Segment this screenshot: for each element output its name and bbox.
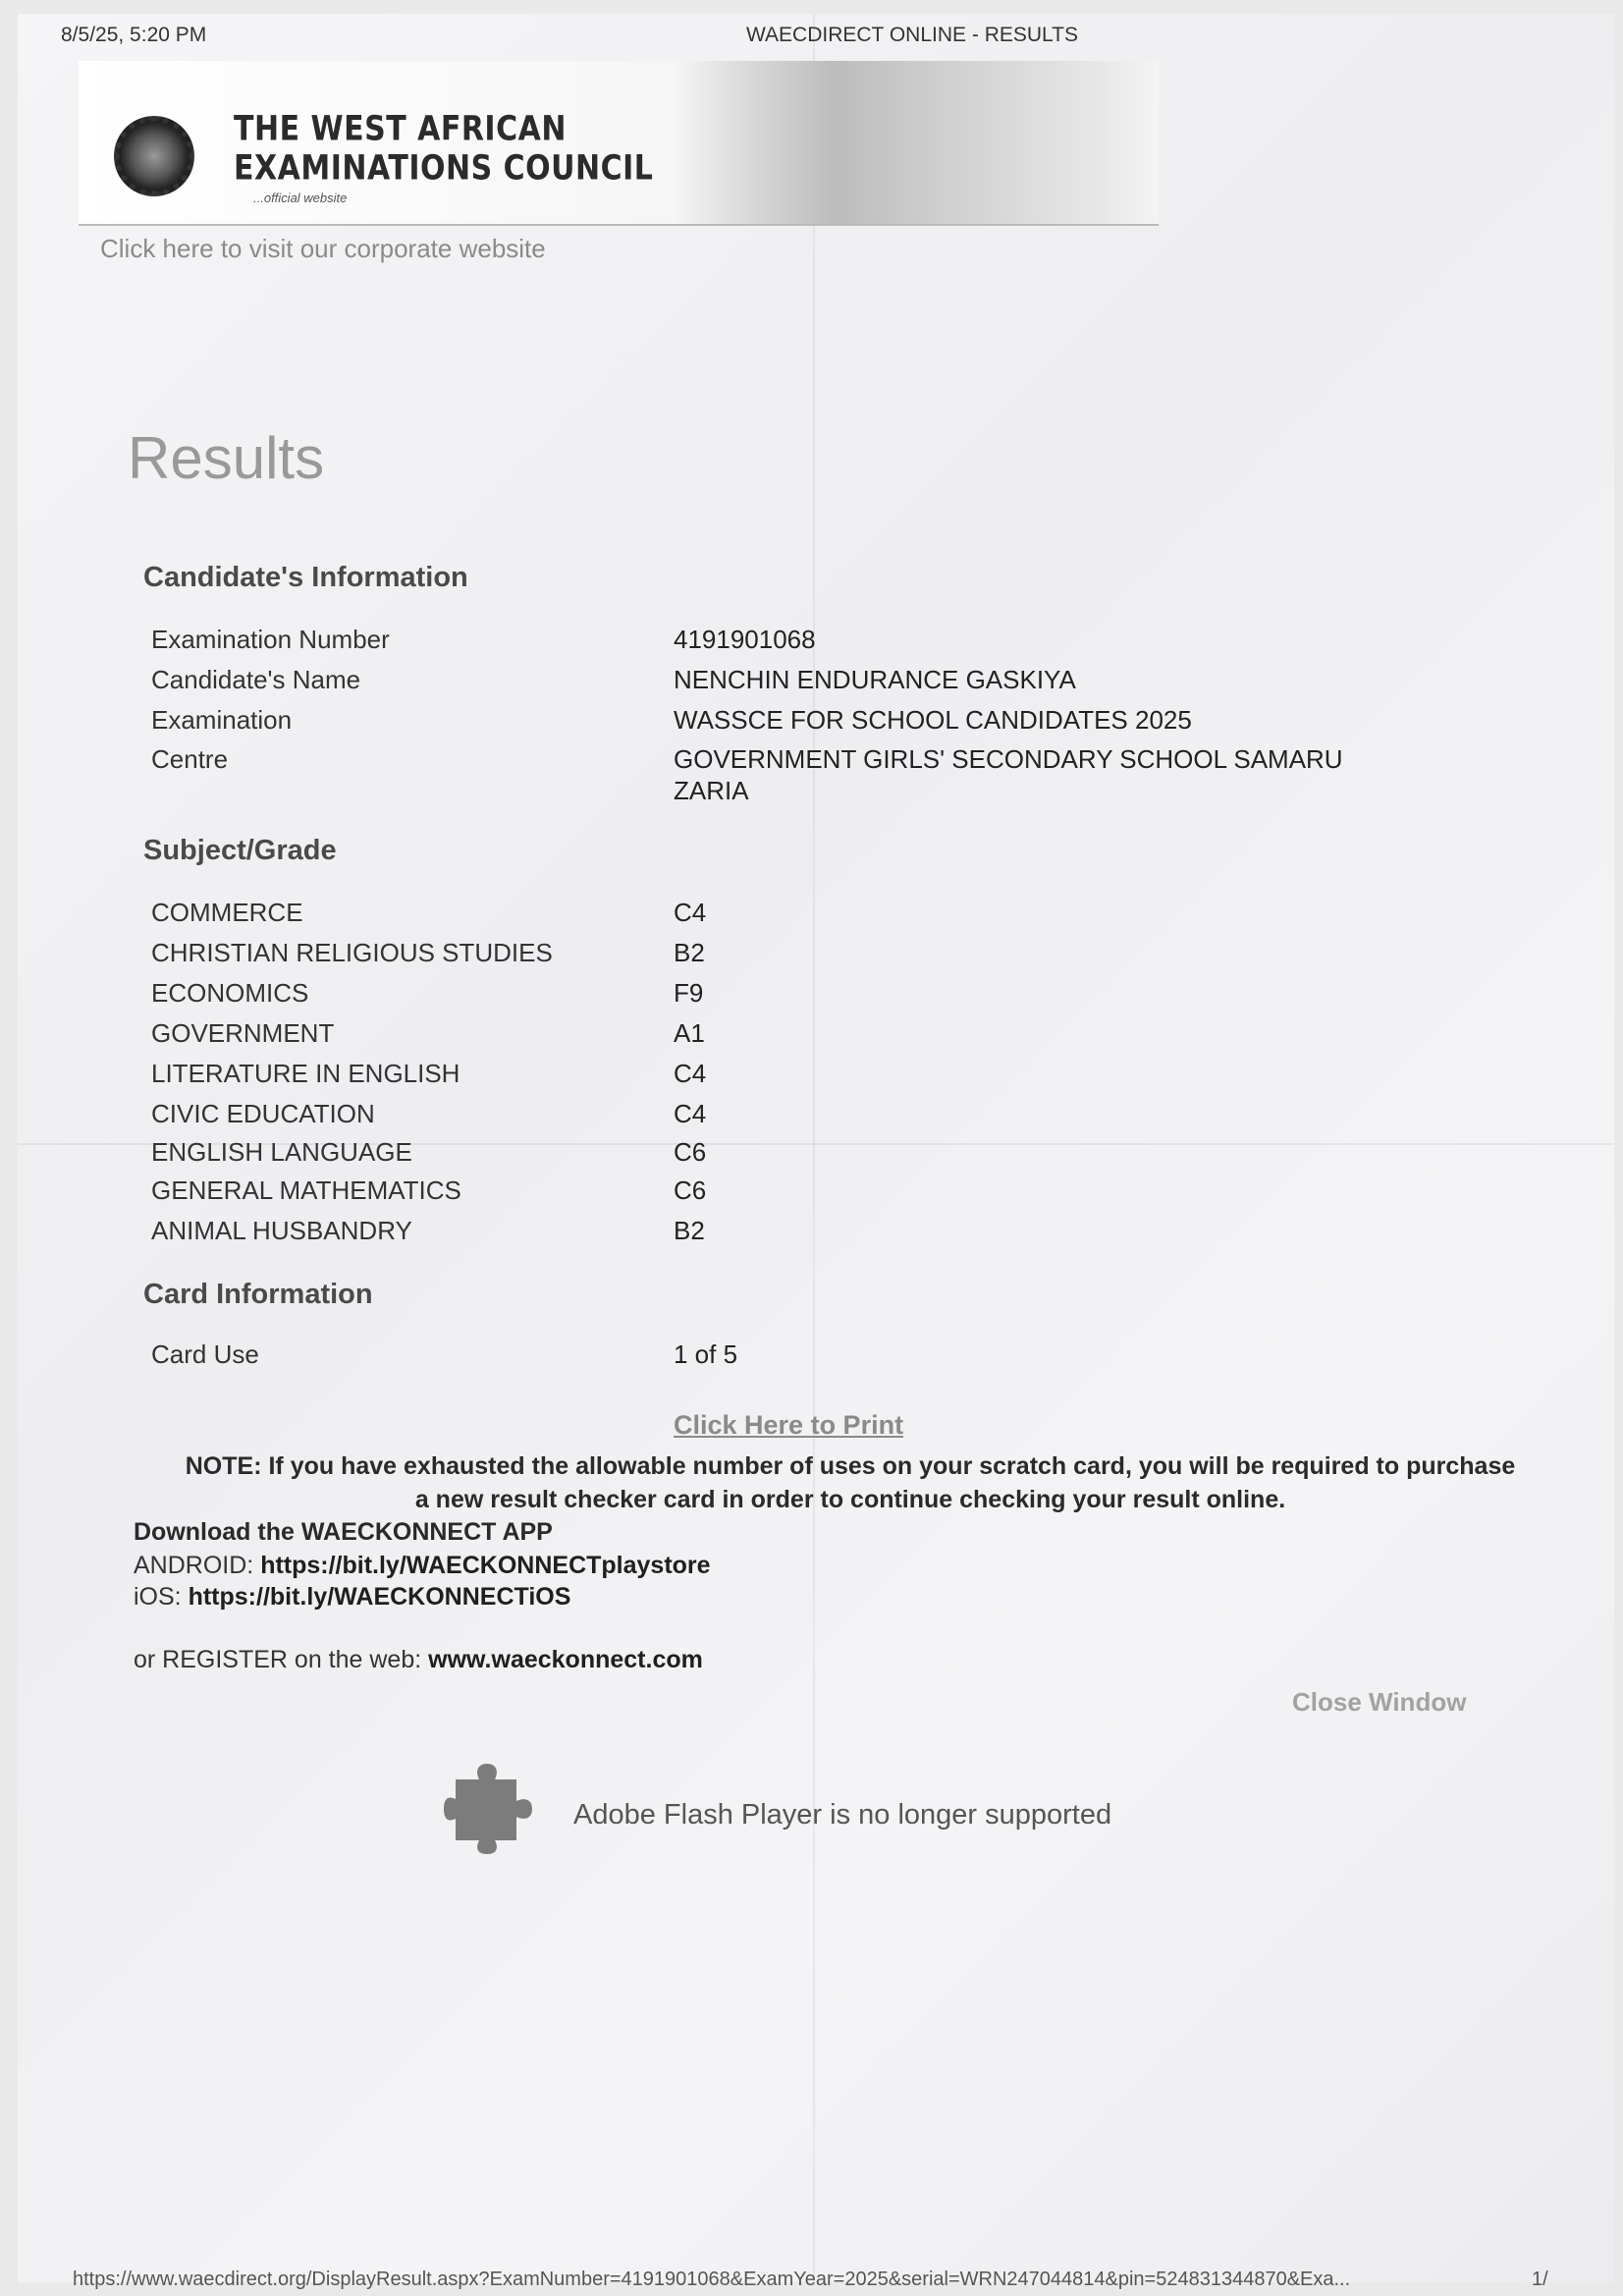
page-title: Results: [128, 425, 325, 491]
register-line: [134, 1646, 703, 1674]
card-use-value: 1 of 5: [674, 1339, 738, 1369]
subject-grade: A1: [674, 1018, 705, 1048]
subject-grade: C4: [674, 898, 707, 927]
subject-grade: F9: [674, 978, 704, 1008]
subject-name: CHRISTIAN RELIGIOUS STUDIES: [151, 938, 553, 967]
centre-value-line2: ZARIA: [674, 776, 749, 805]
info-label: Examination: [151, 705, 293, 735]
subject-name: LITERATURE IN ENGLISH: [151, 1059, 460, 1088]
centre-value: GOVERNMENT GIRLS' SECONDARY SCHOOL SAMARU: [674, 744, 1343, 774]
subject-grade: C4: [674, 1099, 707, 1128]
subject-name: CIVIC EDUCATION: [151, 1099, 375, 1128]
ios-label: iOS:: [134, 1583, 182, 1611]
subject-grade: B2: [674, 1216, 705, 1245]
note-text: If you have exhausted the allowable number of uses on your scratch card, you will be required to purchase a new result checker card in order to continue checking your result online.: [268, 1452, 1516, 1513]
subject-grade: C6: [674, 1137, 707, 1167]
scratch-card-note: [183, 1449, 1518, 1516]
info-label: Candidate's Name: [151, 665, 361, 694]
flash-unsupported-text: Adobe Flash Player is no longer supported: [573, 1799, 1112, 1831]
waec-banner: [79, 61, 1159, 226]
android-link[interactable]: https://bit.ly/WAECKONNECTplaystore: [260, 1552, 711, 1579]
subject-name: COMMERCE: [151, 898, 303, 927]
waec-seal-icon: [114, 116, 194, 196]
subject-grade: C4: [674, 1059, 707, 1088]
missing-plugin-icon: [442, 1758, 536, 1856]
print-link[interactable]: Click Here to Print: [674, 1410, 904, 1440]
print-page-title: WAECDIRECT ONLINE - RESULTS: [746, 24, 1078, 46]
candidate-info-heading: Candidate's Information: [143, 562, 468, 593]
candidate-name-value: NENCHIN ENDURANCE GASKIYA: [674, 665, 1076, 694]
subject-name: GOVERNMENT: [151, 1018, 335, 1048]
subject-name: ECONOMICS: [151, 978, 309, 1008]
card-use-label: Card Use: [151, 1339, 259, 1369]
info-label: Examination Number: [151, 625, 390, 654]
exam-number-value: 4191901068: [674, 625, 816, 654]
download-app-title: Download the WAECKONNECT APP: [134, 1518, 553, 1546]
examination-value: WASSCE FOR SCHOOL CANDIDATES 2025: [674, 705, 1192, 735]
register-link[interactable]: www.waeckonnect.com: [428, 1646, 703, 1673]
register-label: or REGISTER on the web:: [134, 1646, 422, 1673]
ios-line: [134, 1583, 570, 1612]
android-line: [134, 1552, 711, 1580]
subject-grade: C6: [674, 1175, 707, 1205]
print-date-time: 8/5/25, 5:20 PM: [61, 24, 207, 46]
logo-text-line1: THE WEST AFRICAN: [234, 109, 567, 149]
subject-name: GENERAL MATHEMATICS: [151, 1175, 461, 1205]
logo-text-line2: EXAMINATIONS COUNCIL: [234, 148, 654, 189]
subject-name: ENGLISH LANGUAGE: [151, 1137, 412, 1167]
close-window-link[interactable]: Close Window: [1292, 1687, 1467, 1717]
info-label: Centre: [151, 744, 229, 774]
subject-grade-heading: Subject/Grade: [143, 835, 337, 866]
android-label: ANDROID:: [134, 1552, 254, 1579]
subject-grade: B2: [674, 938, 705, 967]
note-prefix: NOTE:: [185, 1452, 262, 1480]
print-footer-page: 1/: [1532, 2269, 1548, 2290]
logo-tagline: ...official website: [253, 191, 348, 205]
ios-link[interactable]: https://bit.ly/WAECKONNECTiOS: [188, 1583, 571, 1611]
print-footer-url: https://www.waecdirect.org/DisplayResult.aspx?ExamNumber=4191901068&ExamYear=2025&serial=WRN247044814&pin=524831344870&Exa...: [73, 2269, 1351, 2290]
subject-name: ANIMAL HUSBANDRY: [151, 1216, 412, 1245]
card-info-heading: Card Information: [143, 1279, 373, 1310]
corporate-website-link[interactable]: Click here to visit our corporate website: [100, 234, 546, 263]
paper-fold-vertical: [813, 14, 815, 2282]
